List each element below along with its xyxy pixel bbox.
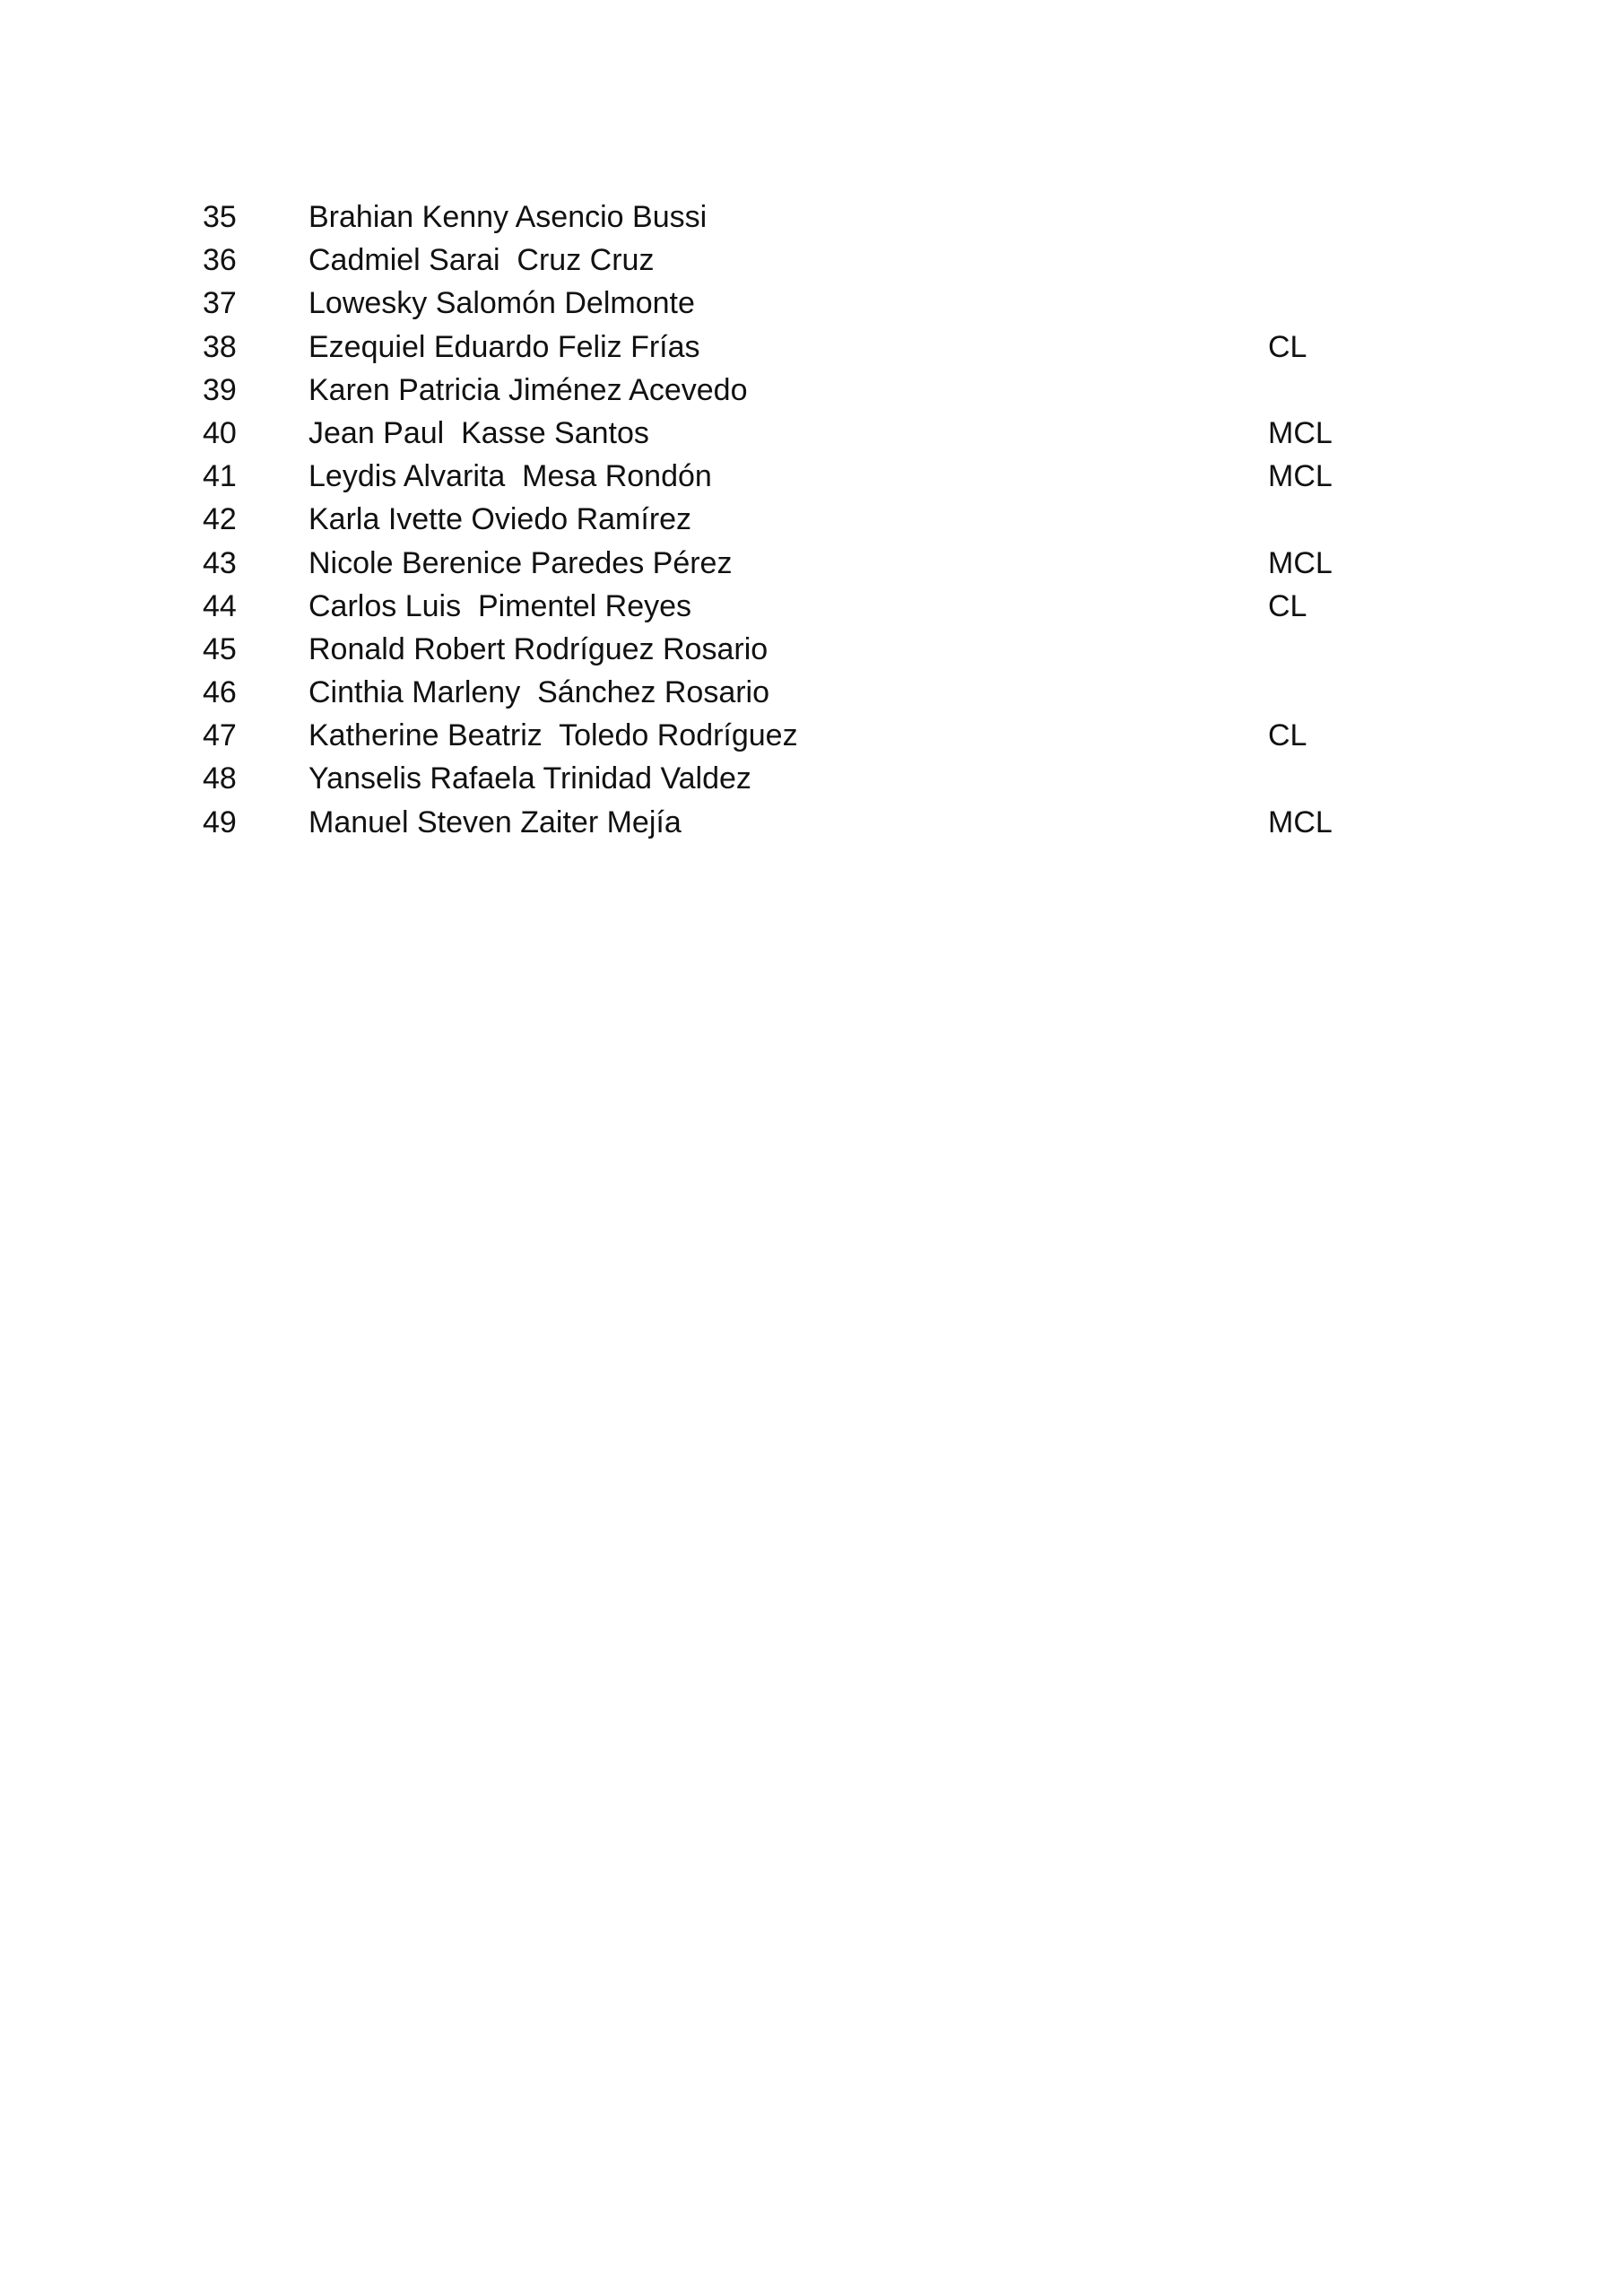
student-name: Brahian Kenny Asencio Bussi <box>308 200 708 234</box>
student-name: Cadmiel Sarai Cruz Cruz <box>308 243 655 278</box>
list-item <box>203 585 1368 628</box>
list-item <box>203 714 1368 757</box>
row-number: 45 <box>203 631 237 666</box>
student-list <box>203 196 1368 844</box>
list-item <box>203 671 1368 714</box>
student-name: Cinthia Marleny Sánchez Rosario <box>308 675 770 710</box>
row-number: 41 <box>203 459 237 494</box>
list-item <box>203 326 1368 369</box>
honor-badge: CL <box>1268 718 1307 753</box>
row-number: 37 <box>203 286 237 321</box>
row-number: 43 <box>203 545 237 580</box>
student-name: Manuel Steven Zaiter Mejía <box>308 804 682 839</box>
row-number: 44 <box>203 588 237 623</box>
honor-badge: MCL <box>1268 415 1333 450</box>
row-number: 40 <box>203 415 237 450</box>
student-name: Ezequiel Eduardo Feliz Frías <box>308 329 700 364</box>
list-item <box>203 369 1368 412</box>
honor-badge: MCL <box>1268 545 1333 580</box>
student-name: Yanselis Rafaela Trinidad Valdez <box>308 761 751 796</box>
row-number: 47 <box>203 718 237 753</box>
student-name: Leydis Alvarita Mesa Rondón <box>308 459 712 494</box>
student-name: Karen Patricia Jiménez Acevedo <box>308 372 748 407</box>
row-number: 48 <box>203 761 237 796</box>
row-number: 46 <box>203 675 237 710</box>
list-item <box>203 412 1368 455</box>
row-number: 38 <box>203 329 237 364</box>
student-name: Karla Ivette Oviedo Ramírez <box>308 502 692 537</box>
list-item <box>203 239 1368 282</box>
student-name: Ronald Robert Rodríguez Rosario <box>308 631 769 666</box>
list-item <box>203 757 1368 800</box>
row-number: 39 <box>203 372 237 407</box>
list-item <box>203 282 1368 325</box>
honor-badge: CL <box>1268 329 1307 364</box>
list-item <box>203 196 1368 239</box>
list-item <box>203 498 1368 541</box>
list-item <box>203 455 1368 498</box>
row-number: 42 <box>203 502 237 537</box>
list-item <box>203 628 1368 671</box>
row-number: 49 <box>203 804 237 839</box>
list-item <box>203 542 1368 585</box>
student-name: Carlos Luis Pimentel Reyes <box>308 588 692 623</box>
row-number: 36 <box>203 243 237 278</box>
list-item <box>203 801 1368 844</box>
honor-badge: MCL <box>1268 804 1333 839</box>
student-name: Nicole Berenice Paredes Pérez <box>308 545 733 580</box>
student-name: Jean Paul Kasse Santos <box>308 415 649 450</box>
honor-badge: MCL <box>1268 459 1333 494</box>
row-number: 35 <box>203 200 237 234</box>
honor-badge: CL <box>1268 588 1307 623</box>
student-name: Katherine Beatriz Toledo Rodríguez <box>308 718 798 753</box>
student-name: Lowesky Salomón Delmonte <box>308 286 695 321</box>
